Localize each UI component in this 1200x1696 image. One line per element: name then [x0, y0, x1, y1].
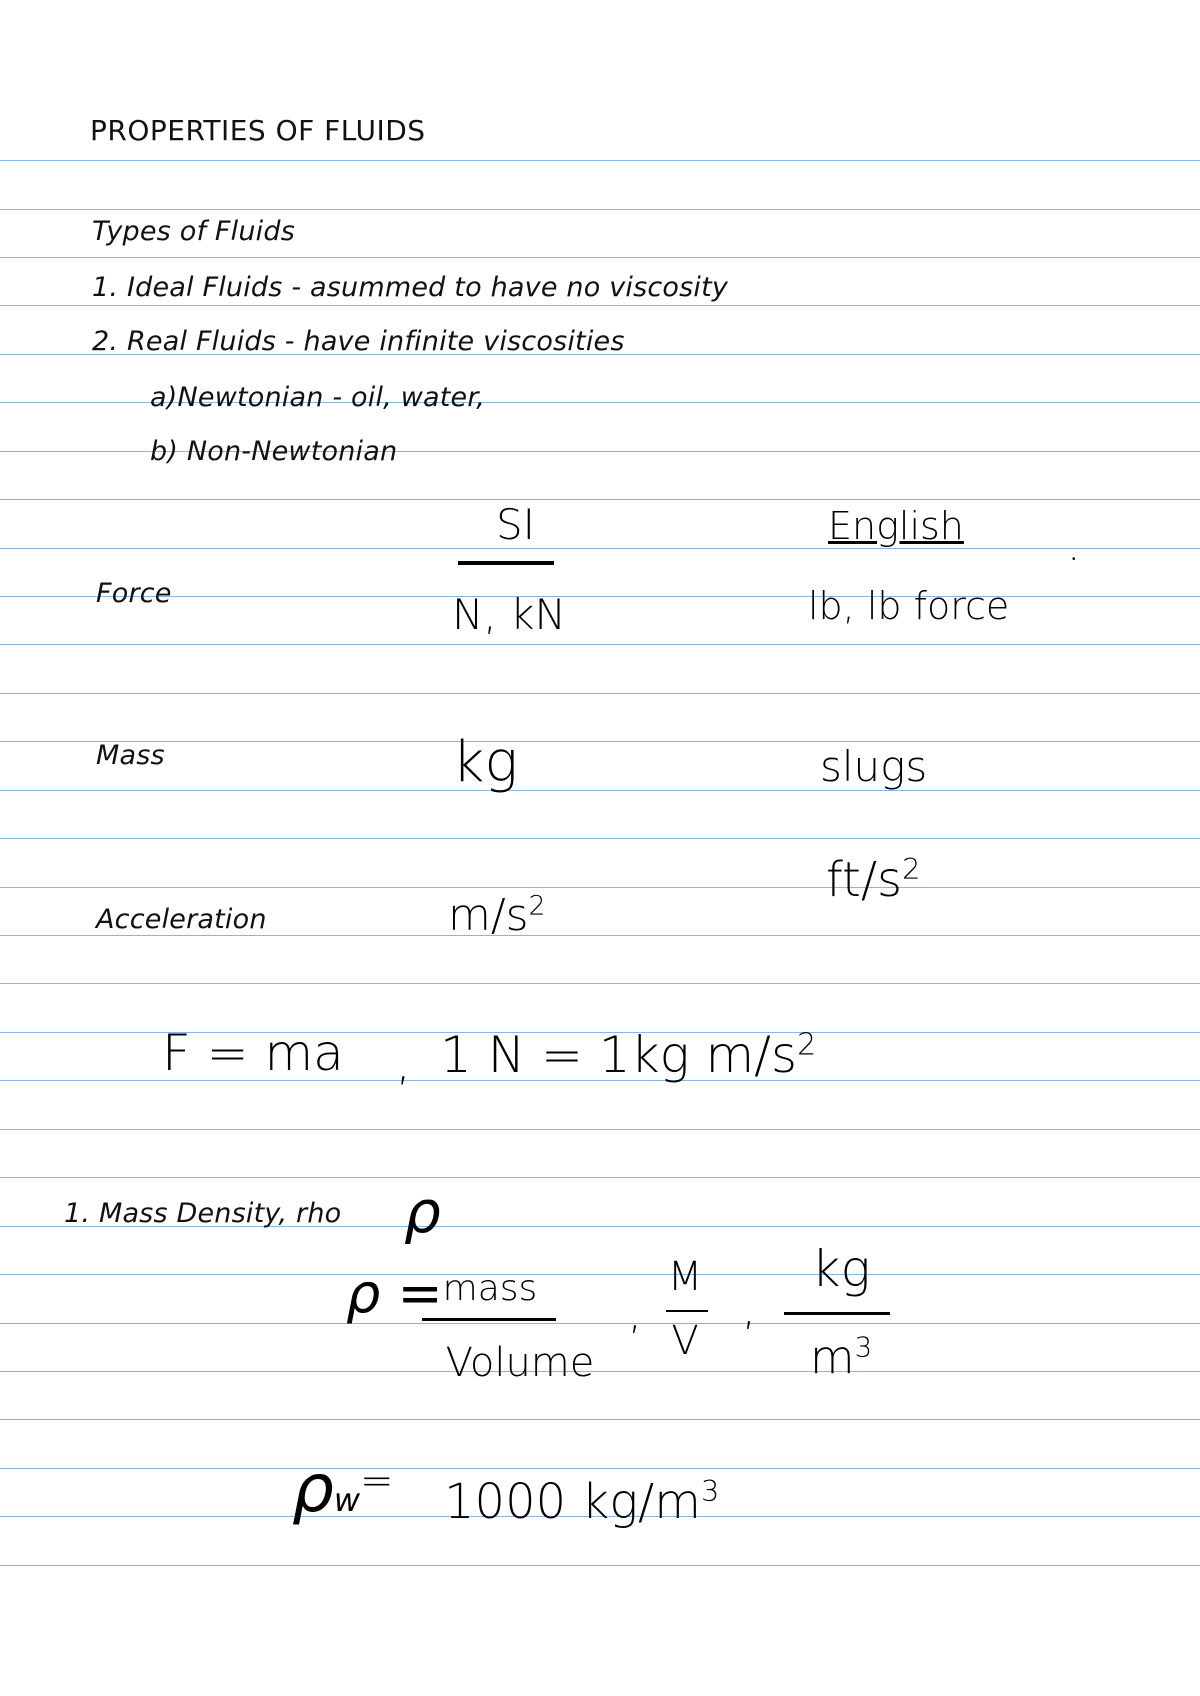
acceleration-english: $ft/s^2$ — [826, 852, 921, 908]
row-label-force: Force — [96, 578, 172, 609]
density-comma-1: , — [628, 1288, 642, 1339]
row-label-mass: Mass — [96, 740, 165, 771]
fraction-2-bar — [666, 1310, 708, 1312]
water-density-value: 1000 $kg/m^3$ — [444, 1474, 720, 1530]
si-underline — [458, 561, 554, 565]
fraction-1-bar — [422, 1318, 556, 1321]
fraction-3-bar — [784, 1312, 890, 1315]
relation-comma: , — [396, 1036, 411, 1090]
water-density-equals: = — [360, 1458, 394, 1504]
fraction-2-numerator: M — [667, 1254, 703, 1300]
mass-english: slugs — [820, 742, 928, 791]
types-item-1: 1. Ideal Fluids - asummed to have no viscosity — [92, 272, 729, 303]
newton-law: F = ma — [162, 1024, 344, 1082]
newton-definition: 1 N = 1kg $m/s^2$ — [440, 1026, 817, 1084]
water-density-symbol: ρw — [292, 1450, 361, 1527]
fraction-2-denominator: V — [671, 1318, 699, 1364]
rho-symbol: ρ — [404, 1178, 441, 1246]
density-heading: 1. Mass Density, rho — [64, 1198, 342, 1229]
force-english: lb, lb force — [808, 584, 1010, 628]
acceleration-si: $m/s^2$ — [448, 890, 546, 941]
mass-si: kg — [452, 730, 519, 795]
fraction-3-denominator: $m^3$ — [809, 1330, 873, 1384]
force-si: N, kN — [452, 590, 566, 639]
stray-dot: • — [1072, 554, 1076, 565]
types-item-2: 2. Real Fluids - have infinite viscosities — [92, 326, 625, 357]
density-comma-2: , — [742, 1284, 756, 1335]
row-label-acceleration: Acceleration — [96, 904, 267, 935]
types-sub-b: b) Non-Newtonian — [150, 436, 398, 467]
fraction-1-numerator: mass — [442, 1268, 538, 1309]
page-title: PROPERTIES OF FLUIDS — [90, 114, 426, 147]
fraction-3-numerator: kg — [811, 1240, 871, 1298]
types-heading: Types of Fluids — [92, 216, 295, 247]
density-eq-lhs: ρ = — [346, 1262, 443, 1325]
fraction-1-denominator: Volume — [445, 1340, 595, 1386]
types-sub-a: a)Newtonian - oil, water, — [150, 382, 485, 413]
col-header-english: English — [828, 504, 964, 548]
col-header-si: SI — [496, 500, 536, 549]
